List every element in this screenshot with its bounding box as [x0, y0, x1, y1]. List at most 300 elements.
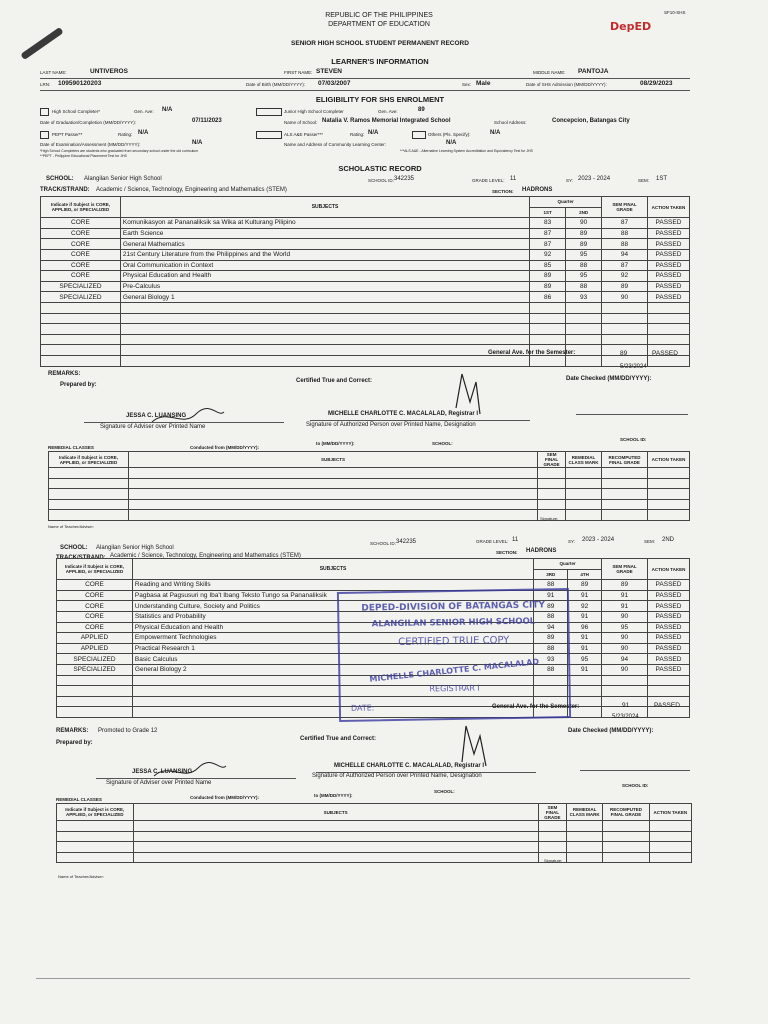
sem1-sy-value: 2023 - 2024 [578, 176, 611, 182]
rem2-recomputed-header: RECOMPUTED FINAL GRADE [603, 804, 649, 821]
sem2-subject-cell: Pagbasa at Pagsusuri ng Iba't Ibang Teksto Tungo sa Pananaliksik [132, 590, 533, 601]
sem1-table-row [41, 271, 690, 282]
school-name-value: Natalia V. Ramos Memorial Integrated School [322, 118, 451, 124]
sem2-action-cell: PASSED [647, 633, 689, 644]
sem1-section-label: SECTION: [492, 189, 514, 194]
sem1-table-row [41, 292, 690, 303]
sem2-sem-label: SEM: [644, 539, 656, 544]
sem2-registrar-signature-icon [456, 718, 496, 768]
clc-label: Name and Address of Community Learning Center: [284, 142, 387, 147]
deped-logo [610, 20, 651, 33]
sem2-category-cell: SPECIALIZED [57, 664, 133, 675]
sem1-category-cell [41, 302, 121, 313]
graduation-label: Date of Graduation/Completion (MM/DD/YYYY): [40, 120, 137, 125]
rem2-cell [133, 821, 538, 832]
sex-value: Male [476, 80, 491, 87]
sem2-subject-cell: Practical Research 1 [132, 643, 533, 654]
sem2-subject-cell: Statistics and Probability [132, 611, 533, 622]
sem1-subject-cell: General Mathematics [120, 239, 529, 250]
rem1-mark-header: REMEDIAL CLASS MARK [566, 452, 602, 468]
sem1-subject-cell: Physical Education and Health [120, 271, 529, 282]
sem2-adviser-caption: Signature of Adviser over Printed Name [106, 780, 212, 786]
hs-completer-checkbox[interactable] [40, 108, 49, 116]
sem1-q-second-cell: 88 [566, 260, 602, 271]
sem2-section-label: SECTION: [496, 550, 518, 555]
sem1-category-cell: CORE [41, 260, 121, 271]
sem1-category-cell: CORE [41, 218, 121, 229]
rem2-cell [649, 852, 691, 863]
sem1-category-cell [41, 324, 121, 335]
sem2-action-cell: PASSED [647, 601, 689, 612]
sem1-adviser-line [84, 422, 284, 423]
sem2-date-value: 5/23/2024 [612, 714, 639, 720]
stamp-line-1: DEPED-DIVISION OF BATANGAS CITY [361, 600, 546, 614]
sem1-gen-action-value: PASSED [652, 350, 678, 357]
jhs-gen-ave-label: Gen. Ave: [378, 109, 398, 114]
sem2-certified-label: Certified True and Correct: [300, 736, 377, 742]
rem1-table [48, 451, 690, 521]
sem2-final-grade-cell: 90 [602, 664, 648, 675]
sem1-certified-label: Certified True and Correct: [296, 378, 373, 384]
sem2-action-cell [647, 675, 689, 686]
sem2-category-cell: APPLIED [57, 633, 133, 644]
jhs-completer-label: Junior High School Completer [284, 109, 344, 114]
sem1-subject-cell: Oral Communication in Context [120, 260, 529, 271]
sem1-adviser-caption: Signature of Adviser over Printed Name [100, 424, 206, 430]
rem2-cell [57, 842, 134, 853]
sem1-indicate-header: Indicate if Subject is CORE, APPLIED, or SPECIALIZED [41, 197, 121, 218]
sem2-grade-value: 11 [512, 537, 519, 543]
sem2-quarter-header: Quarter [534, 559, 602, 570]
sem1-q2-header: 2ND [566, 207, 602, 218]
rem1-subjects-header: SUBJECTS [128, 452, 537, 468]
sem1-q-first-cell: 83 [530, 218, 566, 229]
stamp-line-3: CERTIFIED TRUE COPY [398, 635, 510, 648]
sem1-school-id-label: SCHOOL ID: [368, 178, 394, 183]
sem1-action-cell [647, 302, 689, 313]
sem2-final-grade-cell: 90 [602, 633, 648, 644]
sem2-q-first-cell: 94 [534, 622, 568, 633]
others-label: Others (Pls. Specify): [428, 132, 471, 137]
rem2-cell [567, 821, 603, 832]
sem1-grade-label: GRADE LEVEL: [472, 178, 505, 183]
sem2-q-second-cell: 95 [568, 654, 602, 665]
record-title: SENIOR HIGH SCHOOL STUDENT PERMANENT RECORD [291, 40, 469, 47]
sem1-action-cell: PASSED [647, 292, 689, 303]
sem1-table-row [41, 239, 690, 250]
sem1-subject-cell: Pre-Calculus [120, 281, 529, 292]
sem1-gen-ave-label: General Ave. for the Semester: [488, 350, 576, 356]
bottom-divider [36, 978, 690, 979]
sem2-sem-value: 2ND [662, 537, 675, 543]
sem1-final-header: SEM FINAL GRADE [602, 197, 648, 218]
sem2-subject-cell: Reading and Writing Skills [132, 580, 533, 591]
sem2-subject-cell: Basic Calculus [132, 654, 533, 665]
sem2-final-header: SEM FINAL GRADE [602, 559, 648, 580]
sem1-final-grade-cell [602, 313, 648, 324]
sem2-action-cell: PASSED [647, 611, 689, 622]
sem1-subject-cell [120, 313, 529, 324]
lrn-label: LRN: [40, 82, 51, 87]
sem1-q-first-cell [530, 302, 566, 313]
sem1-q-first-cell: 87 [530, 239, 566, 250]
rem2-signature-label: Signature: [544, 858, 563, 863]
sem1-q-second-cell: 89 [566, 239, 602, 250]
rem1-cell [49, 478, 129, 489]
exam-date-label: Date of Examination/Assessment (MM/DD/YYYY): [40, 142, 141, 147]
rem2-cell [567, 842, 603, 853]
sem2-category-cell: CORE [57, 580, 133, 591]
footnote-3: ***ALS A&E - Alternative Learning System Accreditation and Equivalency Test for JHS [400, 149, 533, 153]
rem1-cell [49, 510, 129, 521]
rem1-cell [566, 489, 602, 500]
sem2-q1-header: 3RD [534, 569, 568, 580]
graduation-value: 07/11/2023 [192, 118, 222, 124]
sem2-action-cell: PASSED [647, 622, 689, 633]
sem1-table-row [41, 313, 690, 324]
sem1-q-first-cell: 92 [530, 249, 566, 260]
sem2-date-line [580, 770, 690, 771]
rem1-indicate-header: Indicate if Subject is CORE, APPLIED, or SPECIALIZED [49, 452, 129, 468]
rem1-cell [49, 489, 129, 500]
stamp-line-5: REGISTRAR I [429, 683, 480, 694]
sem2-action-cell: PASSED [647, 643, 689, 654]
certified-true-copy-stamp [337, 588, 571, 722]
first-name-value: STEVEN [316, 68, 343, 75]
sem2-remarks-label: REMARKS: [56, 728, 89, 734]
rem1-cell [538, 499, 566, 510]
school-address-label: School Address: [494, 120, 527, 125]
sem1-action-cell: PASSED [647, 281, 689, 292]
dob-label: Date of Birth (MM/DD/YYYY): [246, 82, 306, 87]
sem1-category-cell [41, 355, 121, 366]
sem1-subject-cell [120, 324, 529, 335]
sem1-final-grade-cell [602, 334, 648, 345]
rem2-final-header: SEM FINAL GRADE [538, 804, 566, 821]
sem1-quarter-header: Quarter [530, 197, 602, 208]
rem2-cell [133, 842, 538, 853]
rem1-cell [648, 468, 690, 479]
rem1-cell [602, 489, 648, 500]
rem1-recomputed-header: RECOMPUTED FINAL GRADE [602, 452, 648, 468]
sem2-q-first-cell: 88 [534, 611, 568, 622]
sem2-action-cell: PASSED [647, 580, 689, 591]
learner-line-2 [40, 90, 690, 91]
sem1-subject-cell [120, 302, 529, 313]
sem1-adviser-name: JESSA C. LUANSING [126, 413, 187, 419]
sem1-final-grade-cell [602, 324, 648, 335]
rem2-cell [649, 821, 691, 832]
sem2-prepared-label: Prepared by: [56, 740, 93, 746]
rem2-cell [57, 852, 134, 863]
sem2-school-id-label: SCHOOL ID: [370, 541, 396, 546]
sem1-final-grade-cell: 90 [602, 292, 648, 303]
rem2-conducted-label: Conducted from (MM/DD/YYYY): [190, 795, 259, 800]
sem1-remarks-label: REMARKS: [48, 371, 81, 377]
sem1-track-value: Academic / Science, Technology, Engineering and Mathematics (STEM) [96, 187, 287, 193]
sem2-q-second-cell: 91 [568, 633, 602, 644]
stamp-line-2: ALANGILAN SENIOR HIGH SCHOOL [371, 616, 536, 630]
sem1-action-header: ACTION TAKEN [647, 197, 689, 218]
sem1-category-cell: CORE [41, 249, 121, 260]
jhs-gen-ave-value: 89 [418, 107, 425, 113]
sem1-q-first-cell: 87 [530, 228, 566, 239]
sem2-school-id-value: 342235 [396, 539, 417, 545]
form-code: SF10-SHS [664, 10, 686, 15]
sem1-subject-cell [120, 355, 529, 366]
sem1-category-cell [41, 345, 121, 356]
sem1-subject-cell [120, 334, 529, 345]
als-rating-label: Rating: [350, 132, 365, 137]
sem1-q-first-cell: 89 [530, 281, 566, 292]
rem2-cell [603, 831, 649, 842]
sem2-q-second-cell [568, 675, 602, 686]
sem1-table-row [41, 249, 690, 260]
rem2-teacher-label: Name of Teacher/Adviser: [58, 874, 104, 879]
sem2-indicate-header: Indicate if Subject is CORE, APPLIED, or SPECIALIZED [57, 559, 133, 580]
sem2-remarks-value: Promoted to Grade 12 [98, 728, 158, 734]
sem2-q-second-cell: 92 [568, 601, 602, 612]
sem1-final-grade-cell [602, 302, 648, 313]
sem2-q-first-cell: 88 [534, 664, 568, 675]
rem1-school-id-label: SCHOOL ID: [620, 437, 647, 442]
sem2-q-second-cell: 91 [568, 611, 602, 622]
sem1-grade-value: 11 [510, 176, 517, 182]
sem2-gen-action-value: PASSED [654, 702, 680, 709]
sem2-category-cell [57, 696, 133, 707]
sem2-registrar-caption: Signature of Authorized Person over Printed Name, Designation [312, 773, 482, 779]
admission-label: Date of SHS Admission (MM/DD/YYYY): [526, 82, 607, 87]
rem2-cell [603, 821, 649, 832]
sem1-table-row [41, 345, 690, 356]
sem1-q-second-cell [566, 302, 602, 313]
sem1-q-first-cell [530, 324, 566, 335]
sem1-category-cell: SPECIALIZED [41, 281, 121, 292]
sem1-school-label: SCHOOL: [46, 176, 74, 182]
sem1-q-second-cell [566, 355, 602, 366]
sem2-final-grade-cell [602, 675, 648, 686]
sem1-action-cell [647, 313, 689, 324]
sem2-final-grade-cell: 89 [602, 580, 648, 591]
rem1-cell [648, 489, 690, 500]
sem1-q-second-cell: 88 [566, 281, 602, 292]
sem2-category-cell [57, 675, 133, 686]
rem1-school-label: SCHOOL: [432, 441, 453, 446]
als-rating-value: N/A [368, 130, 379, 136]
sem1-action-cell: PASSED [647, 271, 689, 282]
sem2-action-cell: PASSED [647, 590, 689, 601]
rem1-cell [602, 499, 648, 510]
sem1-category-cell: CORE [41, 228, 121, 239]
rem2-cell [538, 821, 566, 832]
sem2-school-label: SCHOOL: [60, 545, 88, 551]
rem1-cell [648, 478, 690, 489]
rem2-cell [133, 831, 538, 842]
sem2-q-second-cell [568, 686, 602, 697]
gen-ave-label: Gen. Ave: [134, 109, 154, 114]
sem1-table-row [41, 302, 690, 313]
last-name-value: UNTIVEROS [90, 68, 128, 75]
exam-date-value: N/A [192, 140, 203, 146]
rem1-cell [538, 489, 566, 500]
rem2-table [56, 803, 692, 863]
sem1-sy-label: SY: [566, 178, 574, 183]
sem1-table-row [41, 355, 690, 366]
sem1-sem-label: SEM: [638, 178, 650, 183]
rem2-subjects-header: SUBJECTS [133, 804, 538, 821]
sem1-grades-table [40, 196, 690, 367]
school-name-label: Name of School: [284, 120, 318, 125]
rem1-cell [602, 510, 648, 521]
gen-ave-value: N/A [162, 107, 173, 113]
rem1-action-header: ACTION TAKEN [648, 452, 690, 468]
sem2-subject-cell: General Biology 2 [132, 664, 533, 675]
sem2-q-second-cell: 91 [568, 590, 602, 601]
sem2-section-value: HADRONS [526, 548, 557, 554]
rem2-cell [603, 842, 649, 853]
sem1-date-line [576, 414, 688, 415]
rem1-final-header: SEM FINAL GRADE [538, 452, 566, 468]
rem1-cell [648, 510, 690, 521]
footnote-2: **PEPT - Philippine Educational Placement Test for JHS [40, 154, 127, 158]
sem1-action-cell: PASSED [647, 228, 689, 239]
sem2-action-cell: PASSED [647, 654, 689, 665]
sem1-q-first-cell [530, 334, 566, 345]
sem2-sy-label: SY: [568, 539, 576, 544]
rem1-cell [49, 499, 129, 510]
sem2-grade-label: GRADE LEVEL: [476, 539, 509, 544]
sem1-subject-cell: Komunikasyon at Pananaliksik sa Wika at Kulturang Pilipino [120, 218, 529, 229]
sem1-final-grade-cell: 87 [602, 260, 648, 271]
sem2-q-first-cell: 89 [534, 601, 568, 612]
sem1-q1-header: 1ST [530, 207, 566, 218]
rem2-cell [603, 852, 649, 863]
sem1-registrar-name: MICHELLE CHARLOTTE C. MACALALAD, Registrar I [328, 411, 478, 417]
republic-heading: REPUBLIC OF THE PHILIPPINES [325, 12, 433, 19]
sem2-action-cell: PASSED [647, 664, 689, 675]
sem2-category-cell: APPLIED [57, 643, 133, 654]
others-value: N/A [490, 130, 501, 136]
sem1-q-second-cell [566, 324, 602, 335]
sem2-category-cell [57, 707, 133, 718]
sem2-q-second-cell: 91 [568, 664, 602, 675]
sem1-q-first-cell [530, 313, 566, 324]
sem1-table-row [41, 218, 690, 229]
rem1-cell [49, 468, 129, 479]
pept-rating-label: Rating: [118, 132, 133, 137]
sem2-subjects-header: SUBJECTS [132, 559, 533, 580]
rem2-mark-header: REMEDIAL CLASS MARK [567, 804, 603, 821]
sem1-subject-cell: Earth Science [120, 228, 529, 239]
rem2-cell [538, 831, 566, 842]
rem1-cell [128, 478, 537, 489]
sem2-final-grade-cell: 90 [602, 611, 648, 622]
sem2-action-cell [647, 686, 689, 697]
sem2-final-grade-cell [602, 686, 648, 697]
pept-checkbox[interactable] [40, 131, 49, 139]
rem1-cell [566, 510, 602, 521]
sem2-track-value: Academic / Science, Technology, Engineering and Mathematics (STEM) [110, 553, 301, 559]
sem2-q2-header: 4TH [568, 569, 602, 580]
als-checkbox[interactable] [256, 131, 282, 139]
rem2-cell [57, 831, 134, 842]
sem2-adviser-name: JESSA C. LUANSING [132, 769, 193, 775]
sem1-q-first-cell: 85 [530, 260, 566, 271]
sem1-table-row [41, 324, 690, 335]
sem1-category-cell [41, 313, 121, 324]
admission-value: 08/29/2023 [640, 80, 673, 87]
rem1-cell [538, 468, 566, 479]
sem2-final-grade-cell: 91 [602, 590, 648, 601]
rem1-cell [128, 499, 537, 510]
others-checkbox[interactable] [412, 131, 426, 139]
scholastic-title: SCHOLASTIC RECORD [338, 164, 422, 173]
rem1-conducted-label: Conducted from (MM/DD/YYYY): [190, 445, 259, 450]
sem2-gen-ave-label: General Ave. for the Semester: [492, 704, 580, 710]
sem1-action-cell: PASSED [647, 260, 689, 271]
first-name-label: FIRST NAME: [284, 70, 313, 75]
sem1-date-value: 5/23/2024 [620, 364, 647, 370]
sem2-q-first-cell: 88 [534, 580, 568, 591]
sem2-q-first-cell: 89 [534, 633, 568, 644]
sem1-track-label: TRACK/STRAND: [40, 187, 90, 193]
sem2-sy-value: 2023 - 2024 [582, 537, 615, 543]
middle-name-label: MIDDLE NAME: [533, 70, 566, 75]
sem1-q-second-cell: 93 [566, 292, 602, 303]
sem1-q-first-cell [530, 355, 566, 366]
department-heading: DEPARTMENT OF EDUCATION [328, 21, 430, 28]
rem2-cell [133, 852, 538, 863]
sem1-date-checked-label: Date Checked (MM/DD/YYYY): [566, 376, 652, 382]
sem1-final-grade-cell: 94 [602, 249, 648, 260]
sem2-category-cell: CORE [57, 601, 133, 612]
rem2-cell [57, 821, 134, 832]
sem1-school-value: Alangilan Senior High School [84, 176, 162, 182]
sem2-subject-cell: Understanding Culture, Society and Politics [132, 601, 533, 612]
rem1-cell [648, 499, 690, 510]
sem2-subject-cell: Empowerment Technologies [132, 633, 533, 644]
rem2-cell [567, 852, 603, 863]
rem1-cell [602, 468, 648, 479]
sem1-action-cell: PASSED [647, 239, 689, 250]
jhs-completer-checkbox[interactable] [256, 108, 282, 116]
sem2-final-grade-cell: 95 [602, 622, 648, 633]
rem1-cell [566, 468, 602, 479]
rem1-cell [538, 478, 566, 489]
sem2-q-second-cell: 96 [568, 622, 602, 633]
sem1-gen-ave-value: 89 [620, 350, 628, 357]
sem1-final-grade-cell: 88 [602, 228, 648, 239]
sem1-registrar-line [310, 420, 530, 421]
sem2-date-checked-label: Date Checked (MM/DD/YYYY): [568, 728, 654, 734]
stamp-line-4: MICHELLE CHARLOTTE C. MACALALAD [369, 657, 540, 684]
sem1-final-grade-cell: 89 [602, 281, 648, 292]
sem1-subjects-header: SUBJECTS [120, 197, 529, 218]
sem2-final-grade-cell: 94 [602, 654, 648, 665]
rem1-to-label: to (MM/DD/YYYY): [316, 441, 355, 446]
rem1-signature-label: Signature: [540, 516, 559, 521]
sem2-subject-cell: Physical Education and Health [132, 622, 533, 633]
sem1-action-cell: PASSED [647, 249, 689, 260]
eligibility-title: ELIGIBILITY FOR SHS ENROLMENT [315, 95, 445, 104]
rem1-cell [566, 499, 602, 510]
dob-value: 07/03/2007 [318, 80, 351, 87]
rem2-cell [649, 831, 691, 842]
sem1-q-second-cell: 90 [566, 218, 602, 229]
learner-line-1 [40, 78, 690, 79]
sem1-action-cell [647, 334, 689, 345]
sem2-category-cell: CORE [57, 622, 133, 633]
